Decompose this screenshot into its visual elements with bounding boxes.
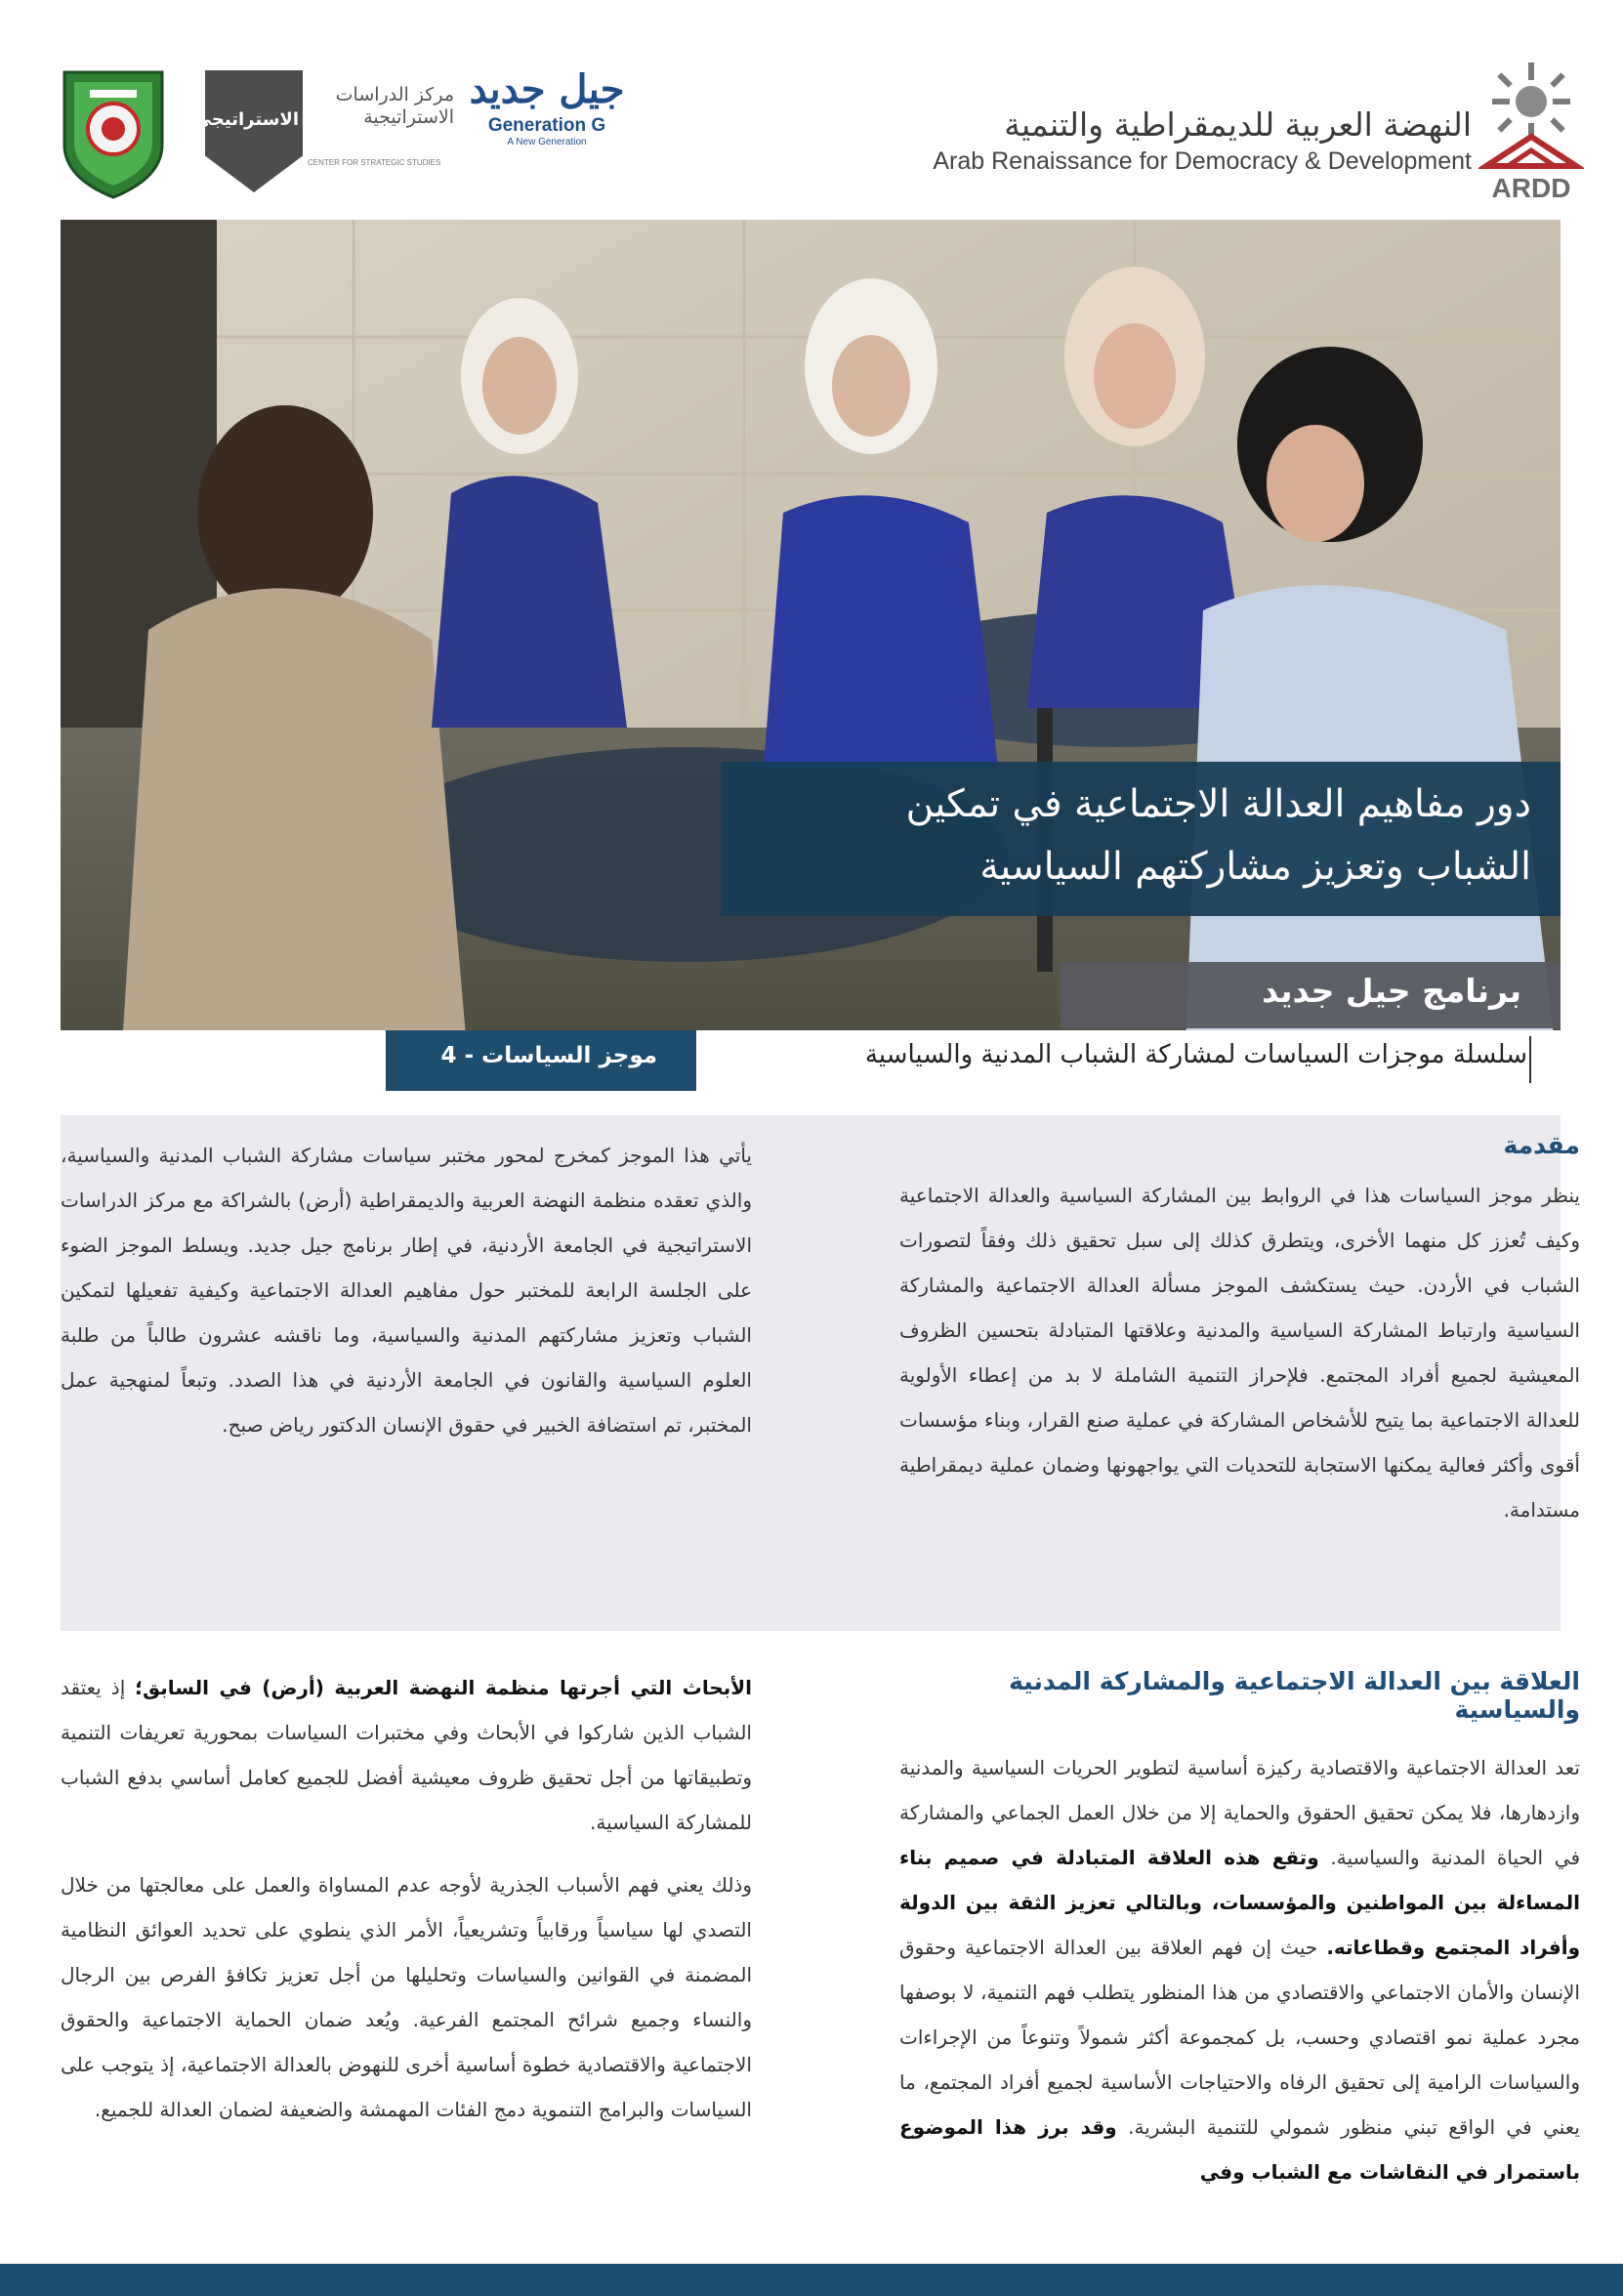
page-title <box>750 773 1531 898</box>
css-shield-label: الاستراتيجي <box>193 109 299 130</box>
css-name-english: CENTER FOR STRATEGIC STUDIES <box>308 158 441 167</box>
section2-left-paragraph1 <box>61 1665 752 1845</box>
university-jordan-logo <box>61 68 166 200</box>
css-shield-icon <box>193 70 303 192</box>
section2-left-text: إذ يعتقد الشباب الذين شاركوا في الأبحاث وفي مختبرات السياسات بمحورية تعريفات التنمية وتطبيقاتها من أجل تحقيق ظروف معيشية أفضل للجميع كعامل أساسي بدفع الشباب للمشاركة السياسية. <box>61 1676 752 1834</box>
section2-left-column <box>61 1665 752 2132</box>
policy-brief-badge <box>386 1030 696 1091</box>
generation-g-arabic: جيل جديد <box>469 66 625 112</box>
intro-lab-paragraph: يأتي هذا الموجز كمخرج لمحور مختبر سياسات مشاركة الشباب المدنية والسياسية، والذي تعقده منظمة النهضة العربية والديمقراطية (أرض) بالشراكة مع مركز الدراسات الاستراتيجية في الجامعة الأردنية، في إطار برنامج جيل جديد. ويسلط الموجز الضوء على الجلسة الرابعة للمختبر حول مفاهيم العدالة الاجتماعية وكيفية تفعيلها لتمكين الشباب وتعزيز مشاركتهم المدنية والسياسية، وما ناقشه عشرون طالباً من طلبة العلوم السياسية والقانون في الجامعة الأردنية في هذا الصدد. وتبعاً لمنهجية عمل المختبر، تم استضافة الخبير في حقوق الإنسان الدكتور رياض صبح. <box>61 1144 752 1437</box>
generation-g-english: Generation G <box>487 115 606 136</box>
generation-g-subtitle: A New Generation <box>507 137 587 147</box>
intro-paragraph: ينظر موجز السياسات هذا في الروابط بين المشاركة السياسية والعدالة الاجتماعية وكيف تُعزز كل منهما الأخرى، ويتطرق كذلك إلى سبل تحقيق ذلك وفقاً لتصورات الشباب في الأردن. حيث يستكشف الموجز مسألة العدالة الاجتماعية والمشاركة السياسية وارتباط المشاركة السياسية والمدنية وعلاقتها المتبادلة بتحسين الظروف المعيشية لجميع أفراد المجتمع. فلإحراز التنمية الشاملة لا بد من إعطاء الأولوية للعدالة الاجتماعية بما يتيح للأشخاص المشاركة في عملية صنع القرار، وبناء مؤسسات أقوى وأكثر فعالية يمكنها الاستجابة للتحديات التي يواجهونها وضمان عملية ديمقراطية مستدامة. <box>899 1184 1580 1522</box>
footer-bar <box>0 2264 1623 2296</box>
css-name-arabic <box>308 84 454 129</box>
css-name-line1: مركز الدراسات <box>335 84 454 105</box>
section2-text-a: تعد العدالة الاجتماعية والاقتصادية ركيزة أساسية لتطوير الحريات السياسية والمدنية وازدهارها، فلا يمكن تحقيق الحقوق والحماية إلا من خلال العمل الجماعي والمشاركة في الحياة المدنية والسياسية. <box>899 1756 1580 1869</box>
series-divider <box>1529 1036 1531 1083</box>
section2-heading: العلاقة بين العدالة الاجتماعية والمشاركة المدنية والسياسية <box>1009 1667 1580 1724</box>
section2-bold-b: وتقع هذه العلاقة المتبادلة في صميم بناء المساءلة بين المواطنين والمؤسسات، وبالتالي تعزيز الثقة بين الدولة وأفراد المجتمع وقطاعاته. <box>899 1846 1580 1959</box>
section2-left-paragraph2: وذلك يعني فهم الأسباب الجذرية لأوجه عدم المساواة والعمل على معالجتها من خلال التصدي لها سياسياً ورقابياً وتشريعياً، الأمر الذي ينطوي على تحديد العوائق النظامية المضمنة في القوانين والسياسات وتحليلها من أجل تعزيز تكافؤ الفرص بين الرجال والنساء وجميع شرائح المجتمع الفرعية. ويُعد ضمان الحماية الاجتماعية والحقوق الاجتماعية والاقتصادية خطوة أساسية أخرى للنهوض بالعدالة الاجتماعية، إذ يتوجب على السياسات والبرامج التنموية دمج الفئات المهمشة والضعيفة لضمان العدالة للجميع. <box>61 1873 752 2121</box>
css-name-line2: الاستراتيجية <box>363 105 454 128</box>
ardd-name <box>886 105 1472 176</box>
ardd-name-arabic: النهضة العربية للديمقراطية والتنمية <box>1004 105 1472 144</box>
series-title: سلسلة موجزات السياسات لمشاركة الشباب المدنية والسياسية <box>864 1040 1527 1069</box>
hero-title-box <box>721 762 1561 916</box>
center-strategic-studies-logo <box>193 70 459 195</box>
policy-brief-number: موجز السياسات - 4 <box>440 1043 657 1068</box>
page-title-line1: دور مفاهيم العدالة الاجتماعية في تمكين <box>905 782 1531 826</box>
intro-heading: مقدمة <box>1503 1131 1580 1159</box>
section2-paragraph <box>899 1745 1580 2194</box>
section2-left-bold: الأبحاث التي أجرتها منظمة النهضة العربية (أرض) في السابق؛ <box>135 1676 753 1699</box>
section2-bold-d: وقد برز هذا الموضوع باستمرار في النقاشات مع الشباب وفي <box>899 2115 1580 2184</box>
section2-text-c: حيث إن فهم العلاقة بين العدالة الاجتماعية وحقوق الإنسان والأمان الاجتماعي والاقتصادي من هذا المنظور يتطلب فهم التنمية، لا بوصفها مجرد عملية نمو اقتصادي وحسب، بل كمجموعة أكثر شمولاً وتنوعاً من الإجراءات والسياسات الرامية إلى تحقيق الرفاه والاحتياجات الأساسية لجميع أفراد المجتمع، ما يعني في الواقع تبني منظور شمولي للتنمية البشرية. <box>899 1936 1580 2139</box>
ardd-name-english: Arab Renaissance for Democracy & Development <box>933 147 1472 175</box>
intro-left-column <box>61 1133 752 1447</box>
generation-g-logo <box>469 68 625 195</box>
section2-right-column <box>899 1667 1580 2194</box>
series-bar <box>61 1030 1561 1093</box>
intro-right-column <box>899 1131 1580 1532</box>
page-title-line2: الشباب وتعزيز مشاركتهم السياسية <box>979 845 1531 889</box>
ardd-logo <box>1478 61 1584 205</box>
program-banner <box>1061 962 1561 1028</box>
ardd-short-label: ARDD <box>1491 173 1571 203</box>
program-name: برنامج جيل جديد <box>1262 972 1521 1010</box>
